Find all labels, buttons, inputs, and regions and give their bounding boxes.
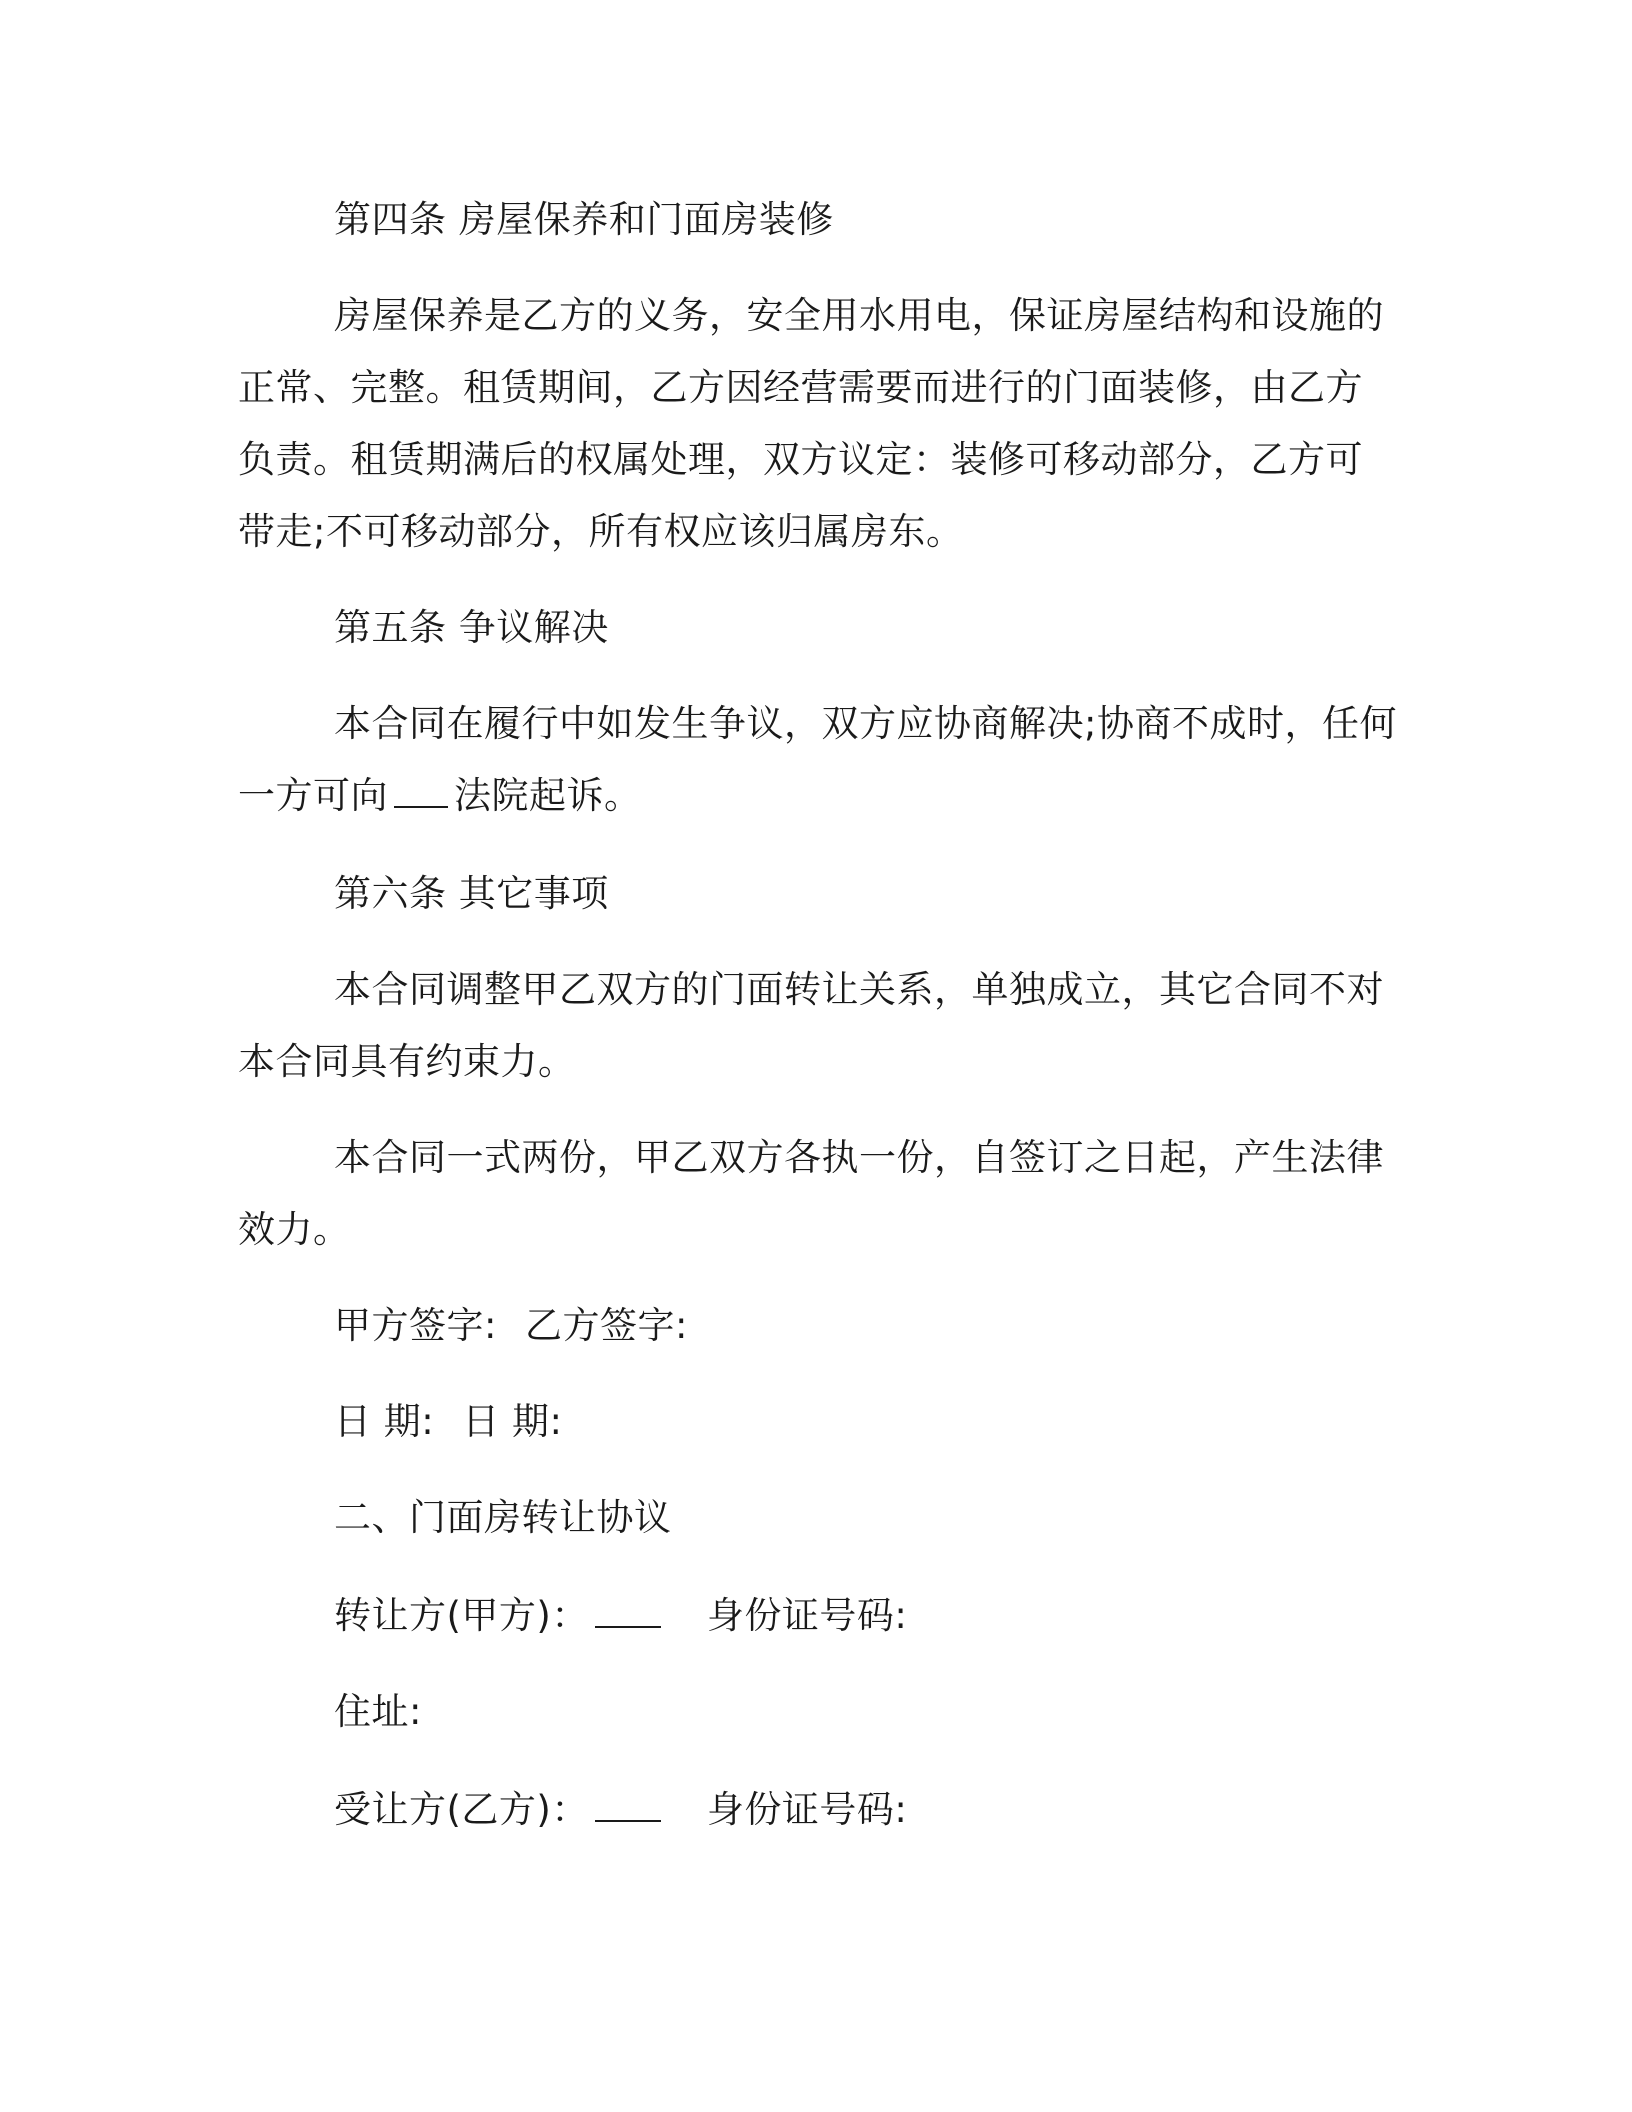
transferor-line [334, 1592, 907, 1640]
party-b-sign-label: 乙方签字: [524, 1304, 688, 1347]
date-b-label: 日 期: [462, 1400, 563, 1443]
transferee-line [334, 1786, 907, 1834]
article4-line-4: 带走;不可移动部分，所有权应该归属房东。 [238, 510, 964, 553]
article6-heading: 第六条 其它事项 [334, 872, 609, 915]
transferee-blank [595, 1790, 661, 1822]
article6-p1-line-2: 本合同具有约束力。 [238, 1040, 576, 1083]
article6-p1-line-1: 本合同调整甲乙双方的门面转让关系，单独成立，其它合同不对 [334, 968, 1384, 1011]
transferor-blank [595, 1596, 661, 1628]
party-a-sign-label: 甲方签字: [334, 1304, 497, 1347]
article4-line-2: 正常、完整。租赁期间，乙方因经营需要而进行的门面装修，由乙方 [238, 366, 1363, 409]
article5-line-2-before: 一方可向 [238, 774, 388, 817]
transferor-label: 转让方(甲方)： [334, 1594, 589, 1637]
article5-heading: 第五条 争议解决 [334, 606, 609, 649]
article6-p2-line-1: 本合同一式两份，甲乙双方各执一份，自签订之日起，产生法律 [334, 1136, 1384, 1179]
date-a-label: 日 期: [334, 1400, 435, 1443]
article4-line-3: 负责。租赁期满后的权属处理，双方议定：装修可移动部分，乙方可 [238, 438, 1363, 481]
court-blank [394, 776, 448, 808]
article5-line-1: 本合同在履行中如发生争议，双方应协商解决;协商不成时，任何 [334, 702, 1397, 745]
address-label: 住址: [334, 1690, 422, 1733]
article5-line-2-after: 法院起诉。 [454, 774, 642, 817]
article4-line-1: 房屋保养是乙方的义务，安全用水用电，保证房屋结构和设施的 [334, 294, 1384, 337]
article5-line-2 [238, 772, 642, 820]
agreement2-title: 二、门面房转让协议 [334, 1496, 672, 1539]
transferor-id-label: 身份证号码: [706, 1594, 908, 1637]
transferee-label: 受让方(乙方)： [334, 1788, 589, 1831]
transferee-id-label: 身份证号码: [706, 1788, 908, 1831]
article6-p2-line-2: 效力。 [238, 1208, 351, 1251]
signature-line [334, 1302, 688, 1350]
article4-heading: 第四条 房屋保养和门面房装修 [334, 198, 834, 241]
date-line [334, 1398, 562, 1446]
